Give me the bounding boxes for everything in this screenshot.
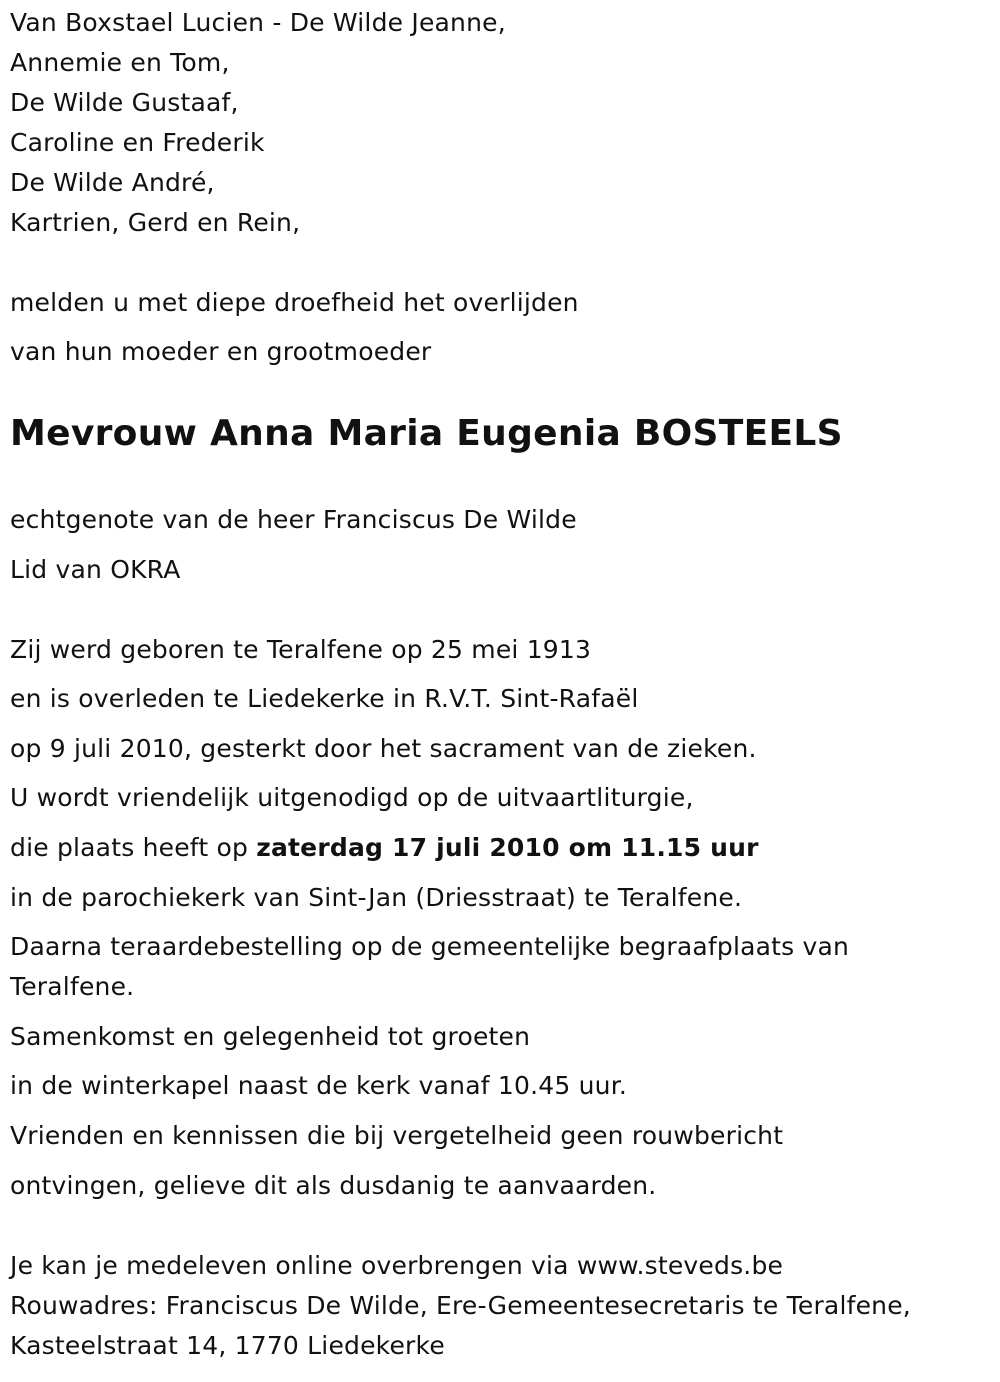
invitation-line: U wordt vriendelijk uitgenodigd op de uitvaartliturgie, (10, 783, 694, 812)
notice-line: Vrienden en kennissen die bij vergetelheid geen rouwbericht (10, 1121, 784, 1150)
family-line: De Wilde Gustaaf, (10, 88, 239, 117)
address-line: Kasteelstraat 14, 1770 Liedekerke (10, 1331, 445, 1360)
intro-line: melden u met diepe droefheid het overlijden (10, 288, 579, 317)
relation-line: echtgenote van de heer Franciscus De Wilde (10, 505, 577, 534)
burial-line: Daarna teraardebestelling op de gemeentelijke begraafplaats van Teralfene. (10, 932, 850, 1001)
deceased-name: Mevrouw Anna Maria Eugenia BOSTEELS (10, 413, 843, 454)
family-line: Van Boxstael Lucien - De Wilde Jeanne, (10, 8, 506, 37)
birth-line: Zij werd geboren te Teralfene op 25 mei 1913 (10, 635, 592, 664)
family-line: Kartrien, Gerd en Rein, (10, 208, 301, 237)
ceremony-line (10, 833, 759, 862)
online-condolence-line: Je kan je medeleven online overbrengen via www.steveds.be (10, 1251, 784, 1280)
notice-line: ontvingen, gelieve dit als dusdanig te aanvaarden. (10, 1171, 657, 1200)
family-line: Annemie en Tom, (10, 48, 230, 77)
relation-line: Lid van OKRA (10, 555, 181, 584)
family-line: De Wilde André, (10, 168, 215, 197)
intro-line: van hun moeder en grootmoeder (10, 337, 432, 366)
death-place-line: en is overleden te Liedekerke in R.V.T. Sint-Rafaël (10, 684, 639, 713)
gathering-line: in de winterkapel naast de kerk vanaf 10.45 uur. (10, 1071, 628, 1100)
ceremony-datetime: zaterdag 17 juli 2010 om 11.15 uur (256, 833, 759, 862)
address-line: Rouwadres: Franciscus De Wilde, Ere-Gemeentesecretaris te Teralfene, (10, 1291, 911, 1320)
gathering-line: Samenkomst en gelegenheid tot groeten (10, 1022, 531, 1051)
family-line: Caroline en Frederik (10, 128, 265, 157)
ceremony-prefix: die plaats heeft op (10, 833, 257, 862)
church-line: in de parochiekerk van Sint-Jan (Driesstraat) te Teralfene. (10, 883, 743, 912)
death-date-line: op 9 juli 2010, gesterkt door het sacrament van de zieken. (10, 734, 757, 763)
